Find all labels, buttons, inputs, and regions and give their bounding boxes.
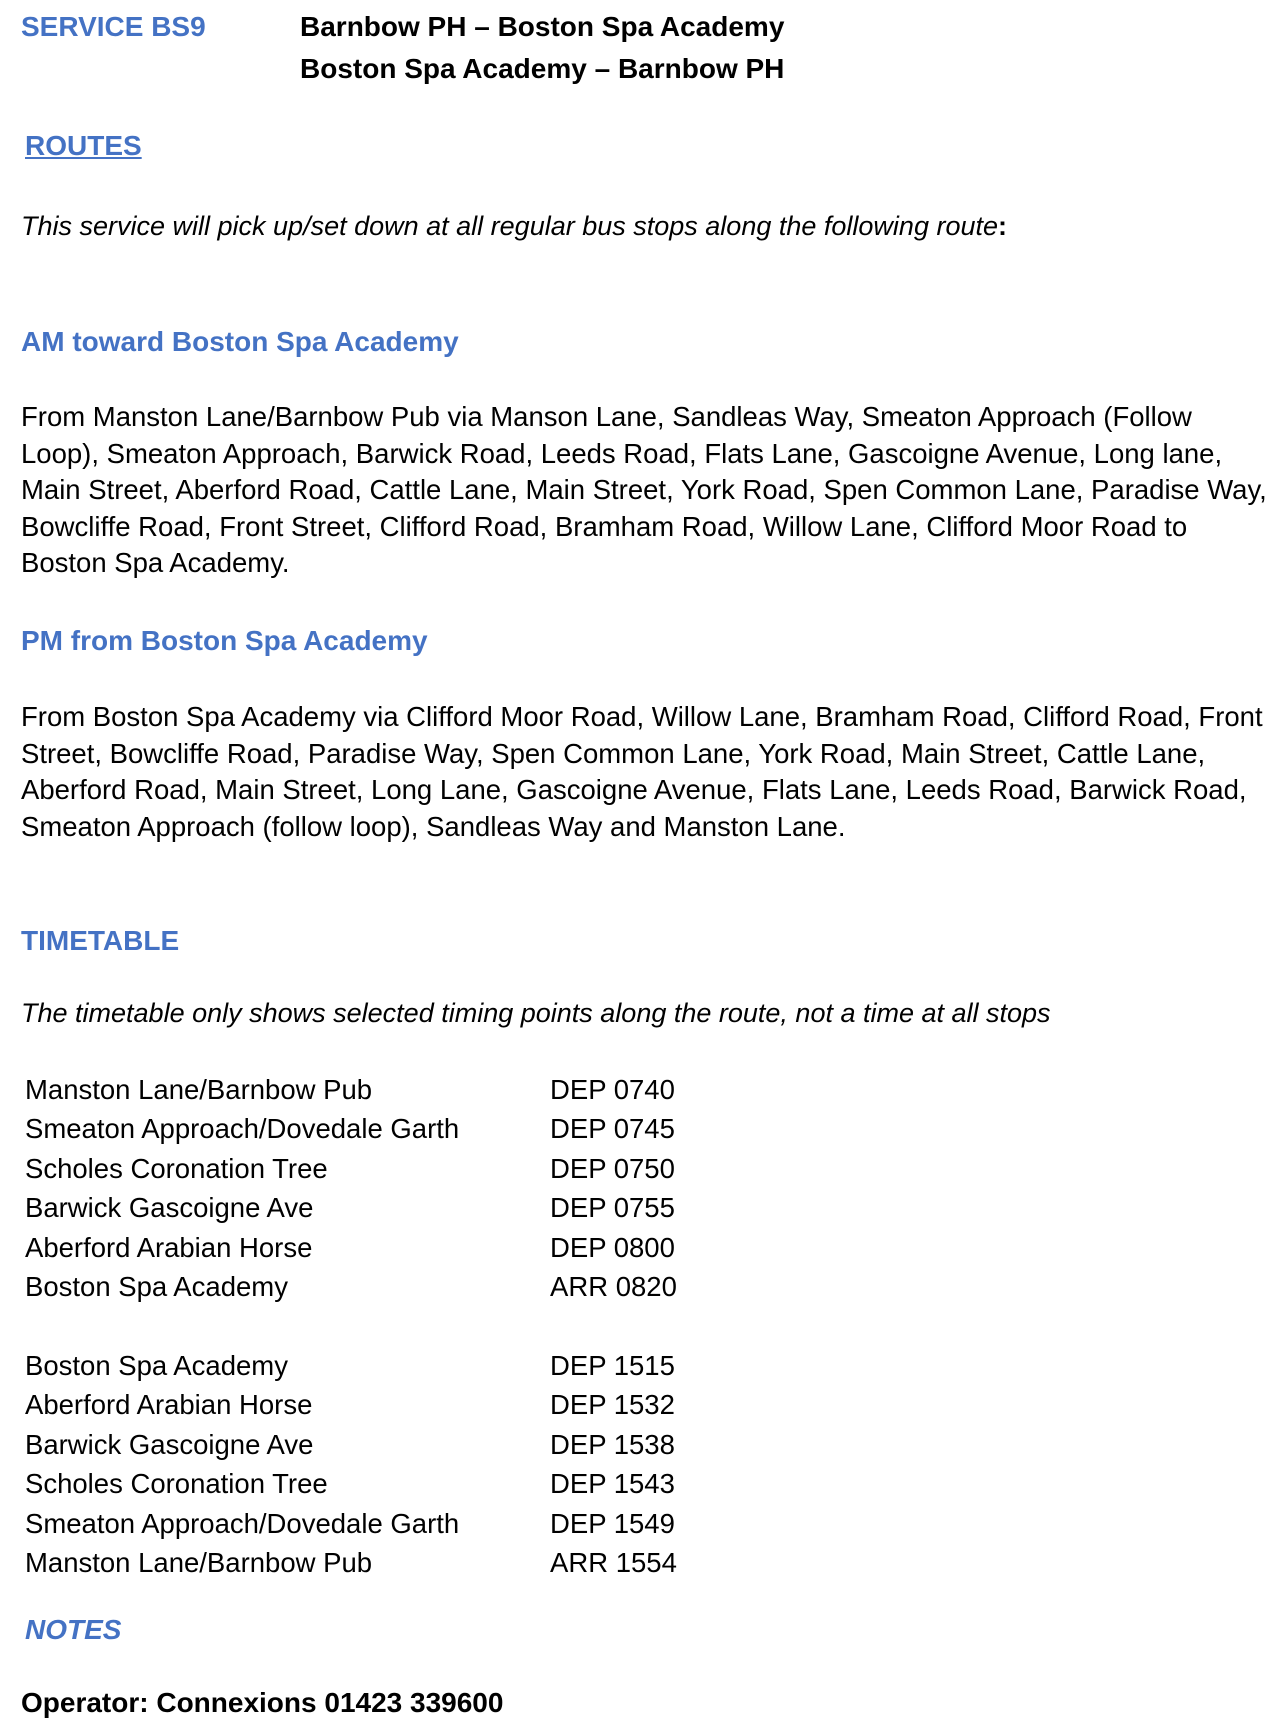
timing-time: DEP 1538 bbox=[550, 1428, 675, 1460]
timing-point: Aberford Arabian Horse bbox=[25, 1231, 313, 1263]
timing-time: DEP 1549 bbox=[550, 1507, 675, 1539]
timing-point: Manston Lane/Barnbow Pub bbox=[25, 1073, 373, 1105]
pm-route-heading: PM from Boston Spa Academy bbox=[21, 625, 428, 656]
timing-point: Manston Lane/Barnbow Pub bbox=[25, 1547, 373, 1579]
timetable-row bbox=[25, 1228, 677, 1268]
service-code: SERVICE BS9 bbox=[21, 11, 206, 42]
timetable-row bbox=[25, 1465, 677, 1505]
timing-time: ARR 1554 bbox=[550, 1547, 677, 1579]
routes-intro bbox=[21, 211, 1007, 242]
timetable-row bbox=[25, 1070, 677, 1110]
timing-time: ARR 0820 bbox=[550, 1271, 677, 1303]
timing-time: DEP 0750 bbox=[550, 1152, 675, 1184]
timing-time: DEP 0800 bbox=[550, 1231, 675, 1263]
timing-time: DEP 1515 bbox=[550, 1349, 675, 1381]
timetable-pm bbox=[25, 1346, 677, 1583]
am-route-description: From Manston Lane/Barnbow Pub via Manson Lane, Sandleas Way, Smeaton Approach (Follow Loop), Smeaton Approach, Barwick Road, Leeds Road, Flats Lane, Gascoigne Avenue, Long lane, Main Street, Aberford Road, Cattle Lane, Main Street, York Road, Spen Common Lane, Paradise Way, Bowcliffe Road, Front Street, Clifford Road, Bramham Road, Willow Lane, Clifford Moor Road to Boston Spa Academy. bbox=[21, 401, 1267, 578]
timing-point: Barwick Gascoigne Ave bbox=[25, 1428, 314, 1460]
am-route-heading: AM toward Boston Spa Academy bbox=[21, 326, 459, 357]
timetable-row bbox=[25, 1346, 677, 1386]
routes-intro-colon: : bbox=[998, 211, 1007, 241]
timetable-row bbox=[25, 1544, 677, 1584]
operator-contact: Operator: Connexions 01423 339600 bbox=[21, 1687, 504, 1718]
timetable-note: The timetable only shows selected timing points along the route, not a time at all stops bbox=[21, 998, 1051, 1028]
timetable-row bbox=[25, 1504, 677, 1544]
timetable-row bbox=[25, 1268, 677, 1308]
timing-point: Scholes Coronation Tree bbox=[25, 1468, 328, 1500]
route-title-return: Boston Spa Academy – Barnbow PH bbox=[300, 53, 785, 84]
timing-time: DEP 0745 bbox=[550, 1113, 675, 1145]
pm-route-description: From Boston Spa Academy via Clifford Moor Road, Willow Lane, Bramham Road, Clifford Road, Front Street, Bowcliffe Road, Paradise Way, Spen Common Lane, York Road, Main Street, Cattle Lane, Aberford Road, Main Street, Long Lane, Gascoigne Avenue, Flats Lane, Leeds Road, Barwick Road, Smeaton Approach (follow loop), Sandleas Way and Manston Lane. bbox=[21, 701, 1263, 842]
routes-intro-text: This service will pick up/set down at all regular bus stops along the following route bbox=[21, 211, 998, 241]
timetable-row bbox=[25, 1189, 677, 1229]
timing-point: Aberford Arabian Horse bbox=[25, 1389, 313, 1421]
timing-time: DEP 1532 bbox=[550, 1389, 675, 1421]
timing-time: DEP 0755 bbox=[550, 1192, 675, 1224]
notes-heading: NOTES bbox=[25, 1614, 122, 1645]
timetable-heading: TIMETABLE bbox=[21, 925, 180, 956]
timing-point: Scholes Coronation Tree bbox=[25, 1152, 328, 1184]
timetable-row bbox=[25, 1149, 677, 1189]
timing-point: Smeaton Approach/Dovedale Garth bbox=[25, 1507, 460, 1539]
timetable-row bbox=[25, 1425, 677, 1465]
timetable-am bbox=[25, 1070, 677, 1307]
timing-time: DEP 0740 bbox=[550, 1073, 675, 1105]
timing-point: Boston Spa Academy bbox=[25, 1349, 288, 1381]
routes-heading: ROUTES bbox=[25, 130, 142, 161]
timetable-row bbox=[25, 1386, 677, 1426]
timing-point: Boston Spa Academy bbox=[25, 1271, 288, 1303]
timetable-row bbox=[25, 1110, 677, 1150]
timing-point: Barwick Gascoigne Ave bbox=[25, 1192, 314, 1224]
timing-time: DEP 1543 bbox=[550, 1468, 675, 1500]
route-title-outbound: Barnbow PH – Boston Spa Academy bbox=[300, 11, 785, 42]
timing-point: Smeaton Approach/Dovedale Garth bbox=[25, 1113, 460, 1145]
